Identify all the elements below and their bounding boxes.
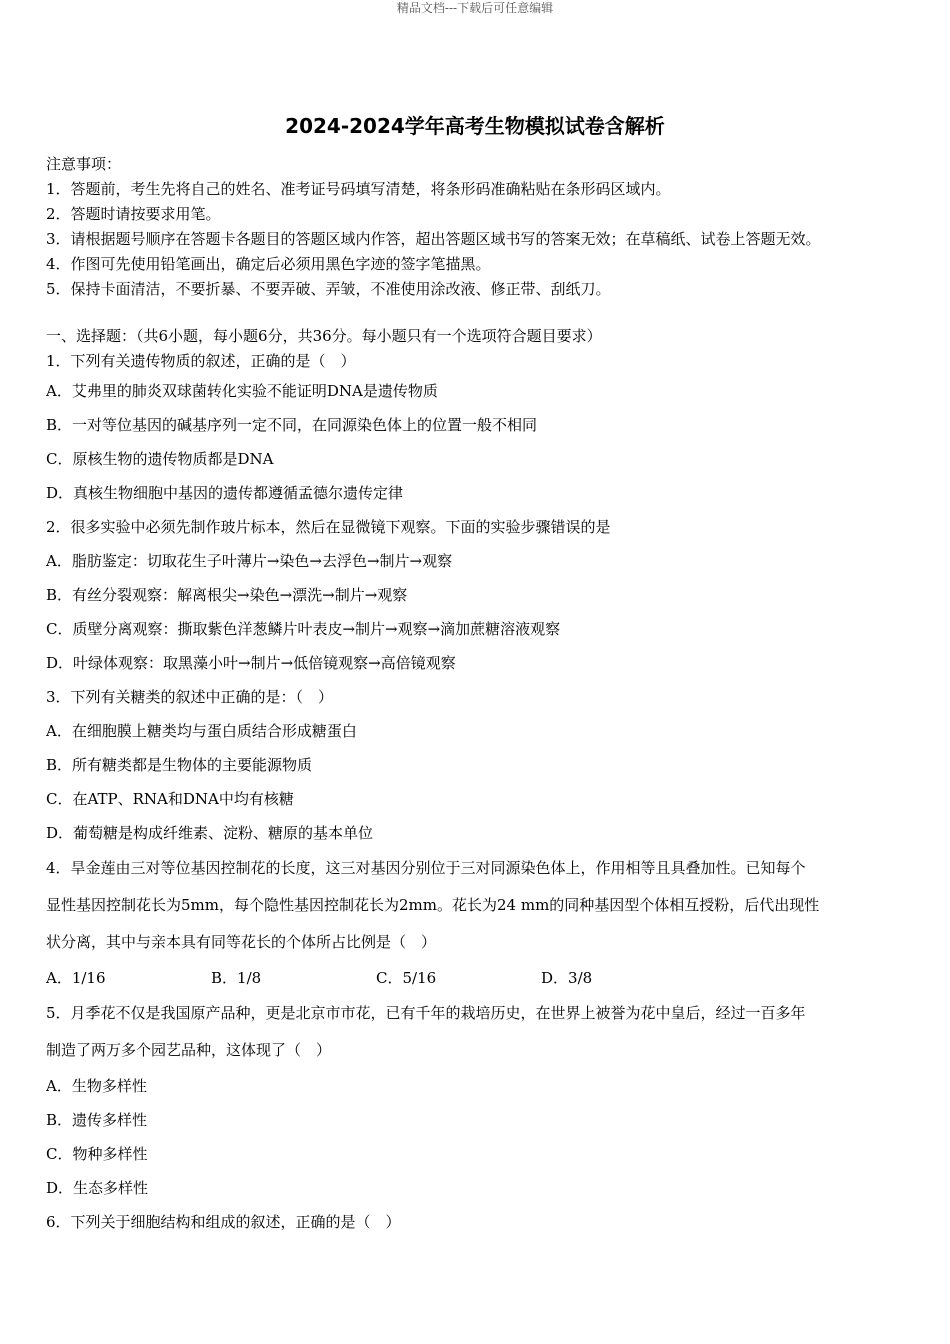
- option-d: D．生态多样性: [46, 1179, 149, 1197]
- option-d: D．3/8: [541, 969, 593, 987]
- notice-item: 4．作图可先使用铅笔画出，确定后必须用黑色字迹的签字笔描黑。: [46, 255, 491, 273]
- notice-item: 1．答题前，考生先将自己的姓名、准考证号码填写清楚，将条形码准确粘贴在条形码区域内。: [46, 180, 671, 198]
- option-c: C．物种多样性: [46, 1145, 148, 1163]
- option-b: B．一对等位基因的碱基序列一定不同，在同源染色体上的位置一般不相同: [46, 416, 538, 434]
- option-c: C．原核生物的遗传物质都是DNA: [46, 450, 274, 468]
- question-stem: [46, 850, 916, 961]
- option-b: B．1/8: [211, 969, 262, 987]
- option-a: A．脂肪鉴定：切取花生子叶薄片→染色→去浮色→制片→观察: [46, 552, 453, 570]
- question-1: [46, 349, 916, 510]
- question-stem: 2．很多实验中必须先制作玻片标本，然后在显微镜下观察。下面的实验步骤错误的是: [46, 518, 611, 536]
- option-a: A．生物多样性: [46, 1077, 147, 1095]
- stem-line: 状分离，其中与亲本具有同等花长的个体所占比例是（ ）: [46, 933, 437, 951]
- notice-block: [46, 152, 916, 302]
- option-a: A．1/16: [46, 969, 106, 987]
- option-b: B．有丝分裂观察：解离根尖→染色→漂洗→制片→观察: [46, 586, 408, 604]
- notice-item: 5．保持卡面清洁，不要折暴、不要弄破、弄皱，不准使用涂改液、修正带、刮纸刀。: [46, 280, 611, 298]
- options-row: [46, 961, 916, 995]
- question-2: [46, 510, 916, 680]
- stem-line: 显性基因控制花长为5mm，每个隐性基因控制花长为2mm。花长为24 mm的同种基因型个体相互授粉，后代出现性: [46, 896, 820, 914]
- section-heading: 一、选择题：（共6小题，每小题6分，共36分。每小题只有一个选项符合题目要求）: [46, 327, 602, 345]
- document-body: [46, 152, 916, 1239]
- question-stem: 6．下列关于细胞结构和组成的叙述，正确的是（ ）: [46, 1213, 401, 1231]
- stem-line: 制造了两万多个园艺品种，这体现了（ ）: [46, 1041, 332, 1059]
- option-b: B．遗传多样性: [46, 1111, 148, 1129]
- option-d: D．葡萄糖是构成纤维素、淀粉、糖原的基本单位: [46, 824, 374, 842]
- question-3: [46, 680, 916, 850]
- notice-item: 3．请根据题号顺序在答题卡各题目的答题区域内作答，超出答题区域书写的答案无效；在草稿纸、试卷上答题无效。: [46, 230, 821, 248]
- question-4: [46, 850, 916, 995]
- question-stem: 1．下列有关遗传物质的叙述，正确的是（ ）: [46, 352, 356, 370]
- option-c: C．在ATP、RNA和DNA中均有核糖: [46, 790, 294, 808]
- option-a: A．在细胞膜上糖类均与蛋白质结合形成糖蛋白: [46, 722, 357, 740]
- question-stem: [46, 995, 916, 1069]
- option-c: C．质壁分离观察：撕取紫色洋葱鳞片叶表皮→制片→观察→滴加蔗糖溶液观察: [46, 620, 561, 638]
- notice-item: 2．答题时请按要求用笔。: [46, 205, 221, 223]
- page-title: 2024-2024学年高考生物模拟试卷含解析: [285, 114, 665, 138]
- option-c: C．5/16: [376, 969, 437, 987]
- question-6: [46, 1205, 916, 1239]
- stem-line: 4．旱金莲由三对等位基因控制花的长度，这三对基因分别位于三对同源染色体上，作用相等且具叠加性。已知每个: [46, 859, 806, 877]
- option-a: A．艾弗里的肺炎双球菌转化实验不能证明DNA是遗传物质: [46, 382, 438, 400]
- option-b: B．所有糖类都是生物体的主要能源物质: [46, 756, 313, 774]
- notice-heading: 注意事项：: [46, 155, 122, 173]
- watermark: 精品文档---下载后可任意编辑: [396, 1, 554, 15]
- option-d: D．真核生物细胞中基因的遗传都遵循孟德尔遗传定律: [46, 484, 404, 502]
- question-5: [46, 995, 916, 1205]
- option-d: D．叶绿体观察：取黑藻小叶→制片→低倍镜观察→高倍镜观察: [46, 654, 456, 672]
- stem-line: 5．月季花不仅是我国原产品种，更是北京市市花，已有千年的栽培历史，在世界上被誉为花中皇后，经过一百多年: [46, 1004, 806, 1022]
- question-stem: 3．下列有关糖类的叙述中正确的是：（ ）: [46, 688, 334, 706]
